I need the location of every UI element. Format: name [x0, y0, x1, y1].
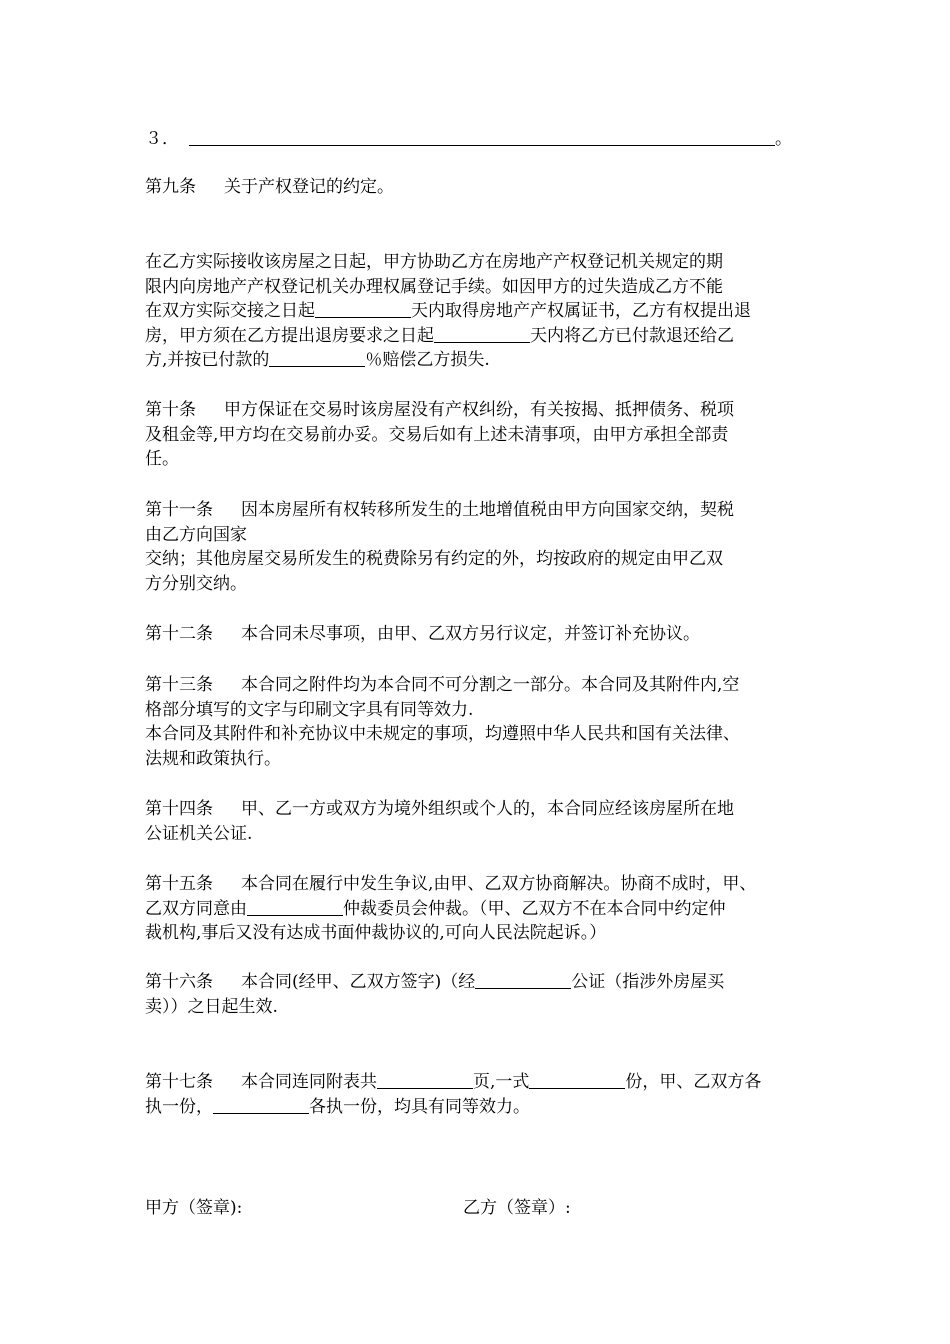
article-11-line-3: 交纳；其他房屋交易所发生的税费除另有约定的外，均按政府的规定由甲乙双 — [145, 549, 723, 569]
article-9-line-3-start: 在双方实际交接之日起 — [145, 301, 315, 321]
article-13-number: 第十三条 — [145, 675, 213, 695]
article-9-line-1: 在乙方实际接收该房屋之日起，甲方协助乙方在房地产产权登记机关规定的期 — [145, 252, 723, 272]
article-9-body — [145, 250, 813, 373]
article-9-heading — [145, 175, 813, 200]
article-16 — [145, 970, 813, 1019]
article-14-number: 第十四条 — [145, 799, 213, 819]
article-15 — [145, 872, 813, 946]
holder-blank — [213, 1095, 309, 1114]
article-17 — [145, 1070, 813, 1119]
arbitration-committee-blank — [247, 897, 343, 916]
article-10-line-3: 任。 — [145, 449, 179, 469]
article-14-line-1: 甲、乙一方或双方为境外组织或个人的，本合同应经该房屋所在地 — [241, 799, 734, 819]
article-12-number: 第十二条 — [145, 624, 213, 644]
article-16-line-1-end: 公证（指涉外房屋买 — [571, 972, 725, 992]
pages-count-blank — [377, 1070, 473, 1089]
article-11-number: 第十一条 — [145, 500, 213, 520]
article-9-line-5 — [145, 348, 813, 373]
article-17-line-2-end: 各执一份，均具有同等效力。 — [309, 1096, 530, 1117]
article-10-number: 第十条 — [145, 400, 196, 420]
article-14-line-2: 公证机关公证. — [145, 823, 253, 844]
article-10-line-2: 及租金等,甲方均在交易前办妥。交易后如有上述未清事项，由甲方承担全部责 — [145, 424, 729, 445]
compensation-percent-blank — [269, 348, 365, 367]
article-13-line-3: 本合同及其附件和补充协议中未规定的事项，均遵照中华人民共和国有关法律、 — [145, 724, 740, 744]
article-13-line-4: 法规和政策执行。 — [145, 748, 281, 769]
article-16-line-2: 卖））之日起生效. — [145, 996, 278, 1017]
article-17-line-1-c: 份，甲、乙双方各 — [625, 1072, 762, 1092]
article-15-line-3: 裁机构,事后又没有达成书面仲裁协议的,可向人民法院起诉。） — [145, 923, 607, 943]
article-9-line-3 — [145, 299, 813, 324]
article-16-number: 第十六条 — [145, 972, 213, 992]
article-13 — [145, 673, 813, 771]
article-9-line-4-end: 天内将乙方已付款退还给乙 — [530, 325, 734, 346]
article-11-line-4: 方分别交纳。 — [145, 573, 247, 594]
article-17-line-1-a: 本合同连同附表共 — [241, 1072, 377, 1092]
article-15-line-2-end: 仲裁委员会仲裁。（甲、乙双方不在本合同中约定仲 — [343, 898, 726, 919]
article-11-line-1: 因本房屋所有权转移所发生的土地增值税由甲方向国家交纳，契税 — [241, 500, 734, 520]
refund-days-blank — [434, 324, 530, 343]
party-a-signature: 甲方（签章): — [145, 1198, 243, 1218]
item-3-end: 。 — [775, 129, 792, 149]
article-11 — [145, 498, 813, 596]
article-9-line-5-start: 方,并按已付款的 — [145, 350, 270, 370]
notary-blank — [475, 970, 571, 989]
article-12-line-1: 本合同未尽事项，由甲、乙双方另行议定，并签订补充协议。 — [241, 624, 700, 644]
article-9-line-4-start: 房，甲方须在乙方提出退房要求之日起 — [145, 325, 434, 346]
copies-count-blank — [529, 1070, 625, 1089]
article-16-line-1-start: 本合同(经甲、乙双方签字)（经 — [241, 972, 476, 992]
article-9-line-4 — [145, 324, 813, 349]
item-3-blank — [189, 127, 775, 146]
article-9-number: 第九条 — [145, 177, 196, 197]
article-15-number: 第十五条 — [145, 874, 213, 894]
item-3-number: ３． — [145, 129, 179, 149]
article-17-line-1-b: 页,一式 — [473, 1072, 530, 1092]
party-b-signature: 乙方（签章）: — [463, 1198, 571, 1218]
article-15-line-2-start: 乙双方同意由 — [145, 898, 247, 919]
article-13-line-1: 本合同之附件均为本合同不可分割之一部分。本合同及其附件内,空 — [241, 675, 740, 695]
article-15-line-1: 本合同在履行中发生争议,由甲、乙双方协商解决。协商不成时，甲、 — [241, 874, 757, 894]
item-3 — [145, 127, 813, 152]
article-15-line-2 — [145, 897, 813, 922]
article-14 — [145, 797, 813, 846]
article-9-line-5-end: ％赔偿乙方损失. — [365, 350, 490, 370]
article-12 — [145, 622, 813, 647]
article-17-line-2 — [145, 1095, 813, 1120]
article-17-line-2-start: 执一份， — [145, 1096, 213, 1117]
article-13-line-2: 格部分填写的文字与印刷文字具有同等效力. — [145, 699, 474, 720]
article-9-line-2: 限内向房地产产权登记机关办理权属登记手续。如因甲方的过失造成乙方不能 — [145, 276, 723, 297]
article-10 — [145, 398, 813, 472]
certificate-days-blank — [315, 299, 411, 318]
article-11-line-2: 由乙方向国家 — [145, 524, 247, 545]
article-17-number: 第十七条 — [145, 1072, 213, 1092]
article-10-line-1: 甲方保证在交易时该房屋没有产权纠纷，有关按揭、抵押债务、税项 — [224, 400, 734, 420]
article-9-line-3-end: 天内取得房地产产权属证书，乙方有权提出退 — [411, 301, 751, 321]
article-9-title: 关于产权登记的约定。 — [224, 177, 394, 197]
